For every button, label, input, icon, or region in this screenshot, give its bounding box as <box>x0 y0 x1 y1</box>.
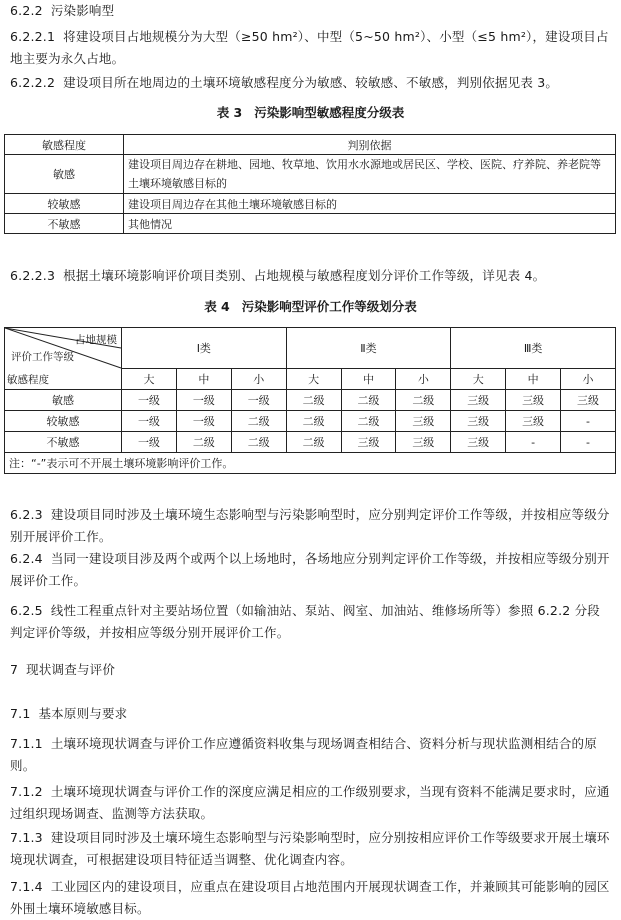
table-header-row <box>5 135 616 155</box>
section-heading-7-1: 7.1 基本原则与要求 <box>10 706 128 721</box>
grade-cell: 二级 <box>341 411 396 432</box>
paragraph-6-2-2-1: 6.2.2.1 将建设项目占地规模分为大型（≥50 hm²）、中型（5~50 hm²）、小型（≤5 hm²），建设项目占地主要为永久占地。 <box>10 29 609 66</box>
table4-caption: 表 4 污染影响型评价工作等级划分表 <box>204 299 417 314</box>
row-label: 敏感 <box>5 390 122 411</box>
grade-cell: 一级 <box>122 411 177 432</box>
size-header: 小 <box>231 369 286 390</box>
grade-cell: 一级 <box>176 411 231 432</box>
table-row <box>5 214 616 234</box>
row-basis: 其他情况 <box>124 214 616 234</box>
row-label: 较敏感 <box>5 194 124 214</box>
grade-cell: 二级 <box>286 390 341 411</box>
grade-cell: 二级 <box>286 411 341 432</box>
paragraph-7-1-2: 7.1.2 土壤环境现状调查与评价工作的深度应满足相应的工作级别要求，当现有资料不能满足要求时，应通过组织现场调查、监测等方法获取。 <box>10 784 610 821</box>
sensitivity-table <box>4 134 616 234</box>
grade-cell: - <box>561 432 616 453</box>
row-label: 较敏感 <box>5 411 122 432</box>
size-header: 中 <box>176 369 231 390</box>
row-basis: 建设项目周边存在耕地、园地、牧草地、饮用水水源地或居民区、学校、医院、疗养院、养老院等土壤环境敏感目标的 <box>124 155 616 194</box>
corner-mid-label: 评价工作等级 <box>11 351 74 363</box>
grade-cell: 三级 <box>506 411 561 432</box>
grade-cell: - <box>506 432 561 453</box>
grade-cell: 二级 <box>231 432 286 453</box>
size-header: 小 <box>396 369 451 390</box>
row-label: 敏感 <box>5 155 124 194</box>
grade-cell: 三级 <box>451 411 506 432</box>
category-header: Ⅱ类 <box>286 328 451 369</box>
size-header: 中 <box>506 369 561 390</box>
size-header: 大 <box>122 369 177 390</box>
table-note-row <box>5 453 616 474</box>
paragraph-7-1-4: 7.1.4 工业园区内的建设项目，应重点在建设项目占地范围内开展现状调查工作，并兼顾其可能影响的园区外围土壤环境敏感目标。 <box>10 879 610 916</box>
table-row <box>5 390 616 411</box>
category-header: Ⅰ类 <box>122 328 287 369</box>
paragraph-6-2-2-3: 6.2.2.3 根据土壤环境影响评价项目类别、占地规模与敏感程度划分评价工作等级，详见表 4。 <box>10 268 546 283</box>
grade-cell: 三级 <box>561 390 616 411</box>
section-heading-6-2-2: 6.2.2 污染影响型 <box>10 3 115 18</box>
corner-top-label: 占地规模 <box>75 334 117 346</box>
table-row <box>5 155 616 194</box>
size-header: 小 <box>561 369 616 390</box>
table-row <box>5 432 616 453</box>
corner-bottom-label: 敏感程度 <box>7 374 49 386</box>
size-header: 大 <box>286 369 341 390</box>
grade-cell: - <box>561 411 616 432</box>
table-row <box>5 194 616 214</box>
grade-cell: 三级 <box>506 390 561 411</box>
paragraph-7-1-1: 7.1.1 土壤环境现状调查与评价工作应遵循资料收集与现场调查相结合、资料分析与现状监测相结合的原则。 <box>10 736 597 773</box>
paragraph-7-1-3: 7.1.3 建设项目同时涉及土壤环境生态影响型与污染影响型时，应分别按相应评价工作等级要求开展土壤环境现状调查，可根据建设项目特征适当调整、优化调查内容。 <box>10 830 610 867</box>
paragraph-6-2-3: 6.2.3 建设项目同时涉及土壤环境生态影响型与污染影响型时，应分别判定评价工作等级，并按相应等级分别开展评价工作。 <box>10 507 610 544</box>
grade-cell: 一级 <box>231 390 286 411</box>
grade-cell: 三级 <box>451 432 506 453</box>
grade-cell: 二级 <box>396 390 451 411</box>
grade-cell: 二级 <box>341 390 396 411</box>
grade-cell: 三级 <box>396 411 451 432</box>
grade-cell: 三级 <box>451 390 506 411</box>
grade-cell: 一级 <box>122 390 177 411</box>
paragraph-6-2-2-2: 6.2.2.2 建设项目所在地周边的土壤环境敏感程度分为敏感、较敏感、不敏感，判别依据见表 3。 <box>10 75 559 90</box>
row-basis: 建设项目周边存在其他土壤环境敏感目标的 <box>124 194 616 214</box>
table-row <box>5 411 616 432</box>
row-label: 不敏感 <box>5 432 122 453</box>
table-header-row <box>5 328 616 369</box>
paragraph-6-2-4: 6.2.4 当同一建设项目涉及两个或两个以上场地时，各场地应分别判定评价工作等级，并按相应等级分别开展评价工作。 <box>10 551 610 588</box>
table3-caption: 表 3 污染影响型敏感程度分级表 <box>216 105 405 120</box>
header-sensitivity: 敏感程度 <box>5 135 124 155</box>
header-basis: 判别依据 <box>124 135 616 155</box>
grade-cell: 二级 <box>176 432 231 453</box>
size-header: 中 <box>341 369 396 390</box>
table-note: 注：“-”表示可不开展土壤环境影响评价工作。 <box>5 453 616 474</box>
grade-cell: 二级 <box>231 411 286 432</box>
diagonal-header-cell <box>5 328 122 390</box>
grade-cell: 三级 <box>396 432 451 453</box>
grading-table <box>4 327 616 474</box>
grade-cell: 二级 <box>286 432 341 453</box>
chapter-heading-7: 7 现状调查与评价 <box>10 662 116 677</box>
grade-cell: 一级 <box>176 390 231 411</box>
row-label: 不敏感 <box>5 214 124 234</box>
size-header: 大 <box>451 369 506 390</box>
category-header: Ⅲ类 <box>451 328 616 369</box>
grade-cell: 一级 <box>122 432 177 453</box>
grade-cell: 三级 <box>341 432 396 453</box>
paragraph-6-2-5: 6.2.5 线性工程重点针对主要站场位置（如输油站、泵站、阀室、加油站、维修场所等）参照 6.2.2 分段判定评价等级，并按相应等级分别开展评价工作。 <box>10 603 600 640</box>
